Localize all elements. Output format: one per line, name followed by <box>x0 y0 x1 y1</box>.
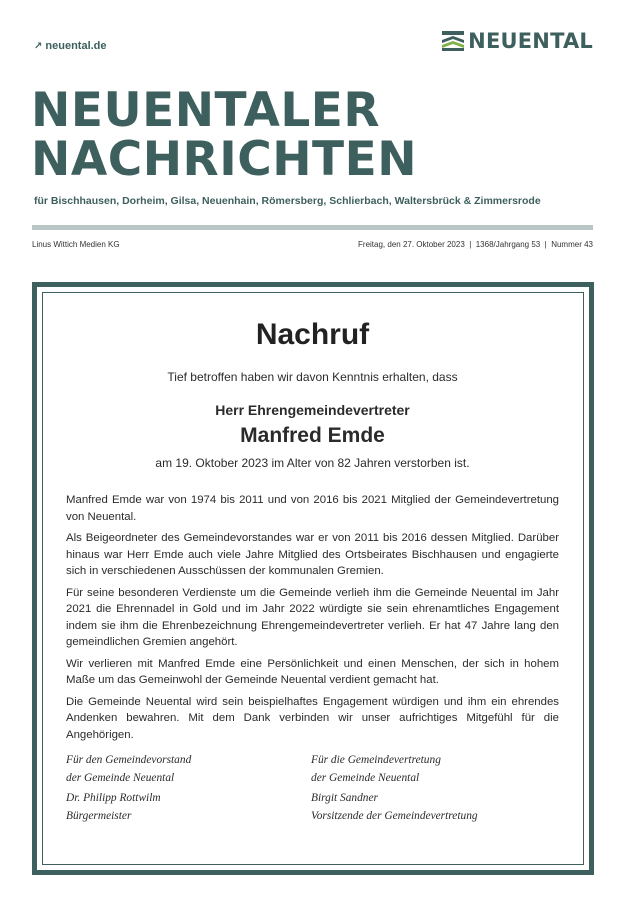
signature-right <box>311 751 556 825</box>
masthead-line-2: NACHRICHTEN <box>31 132 418 187</box>
signature-left-role: Bürgermeister <box>66 810 132 822</box>
deceased-name: Manfred Emde <box>240 424 385 447</box>
signature-left-name: Dr. Philipp Rottwilm <box>66 792 161 804</box>
obituary-died: am 19. Oktober 2023 im Alter von 82 Jahren verstorben ist. <box>155 456 470 470</box>
signature-right-role: Vorsitzende der Gemeindevertretung <box>311 810 478 822</box>
obituary-paragraph: Manfred Emde war von 1974 bis 2011 und von 2016 bis 2021 Mitglied der Gemeindevertretung von Neuental. <box>66 494 559 523</box>
obituary-paragraph: Wir verlieren mit Manfred Emde eine Persönlichkeit und einen Menschen, der sich in hohem Maße um das Gemeinwohl der Gemeinde Neuental verdient gemacht hat. <box>66 657 559 686</box>
obituary-title: Nachruf <box>255 318 370 351</box>
signature-right-name: Birgit Sandner <box>311 792 378 804</box>
logo-wordmark: NEUENTAL <box>468 29 593 53</box>
signature-right-line2: der Gemeinde Neuental <box>311 772 420 784</box>
obituary-content <box>66 318 559 825</box>
neuental-logo-icon <box>442 31 464 51</box>
publication-info-row <box>32 240 593 249</box>
obituary-paragraph: Für seine besonderen Verdienste um die Gemeinde verlieh ihm die Gemeinde Neuental im Jahr 2021 die Ehrennadel in Gold und im Jahr 2022 würdigte sie sein ehrenamtliches Engagement indem sie ihm die Ehrenbezeichnung Ehrengemeindevertreter verlieh. Er hat 47 Jahre lang den gemeindlichen Gremien angehört. <box>66 586 559 648</box>
website-url[interactable]: neuental.de <box>45 40 107 52</box>
publisher: Linus Wittich Medien KG <box>32 240 120 249</box>
issue-info: Freitag, den 27. Oktober 2023 | 1368/Jahrgang 53 | Nummer 43 <box>358 240 593 249</box>
signature-left-line2: der Gemeinde Neuental <box>66 772 175 784</box>
obituary-paragraph: Als Beigeordneter des Gemeindevorstandes war er von 2011 bis 2016 dessen Mitglied. Darüber hinaus war Herr Emde auch viele Jahre Mitglied des Ortsbeirates Bischhausen und engagierte sich in verschiedenen Ausschüssen der kommunalen Gremien. <box>66 532 559 577</box>
obituary-paragraph: Die Gemeinde Neuental wird sein beispielhaftes Engagement würdigen und ihm ein ehrendes Andenken bewahren. Mit dem Dank verbinden wir unser aufrichtiges Mitgefühl für die Angehörigen. <box>66 695 559 741</box>
external-link-arrow-icon: ↗ <box>34 41 43 52</box>
towns-subtitle: für Bischhausen, Dorheim, Gilsa, Neuenhain, Römersberg, Schlierbach, Waltersbrück & Zimmersrode <box>34 195 541 207</box>
obituary-body <box>66 492 559 743</box>
masthead-line-1: NEUENTALER <box>31 83 381 138</box>
obituary-intro: Tief betroffen haben wir davon Kenntnis erhalten, dass <box>167 370 458 384</box>
header-divider <box>32 225 593 230</box>
masthead <box>31 83 418 187</box>
website-link[interactable] <box>34 40 107 52</box>
obituary-honorific: Herr Ehrengemeindevertreter <box>215 402 410 418</box>
neuental-logo <box>442 29 593 53</box>
signature-left <box>66 751 311 825</box>
signature-left-line1: Für den Gemeindevorstand <box>66 754 192 766</box>
signature-block <box>66 751 559 825</box>
signature-right-line1: Für die Gemeindevertretung <box>311 754 441 766</box>
